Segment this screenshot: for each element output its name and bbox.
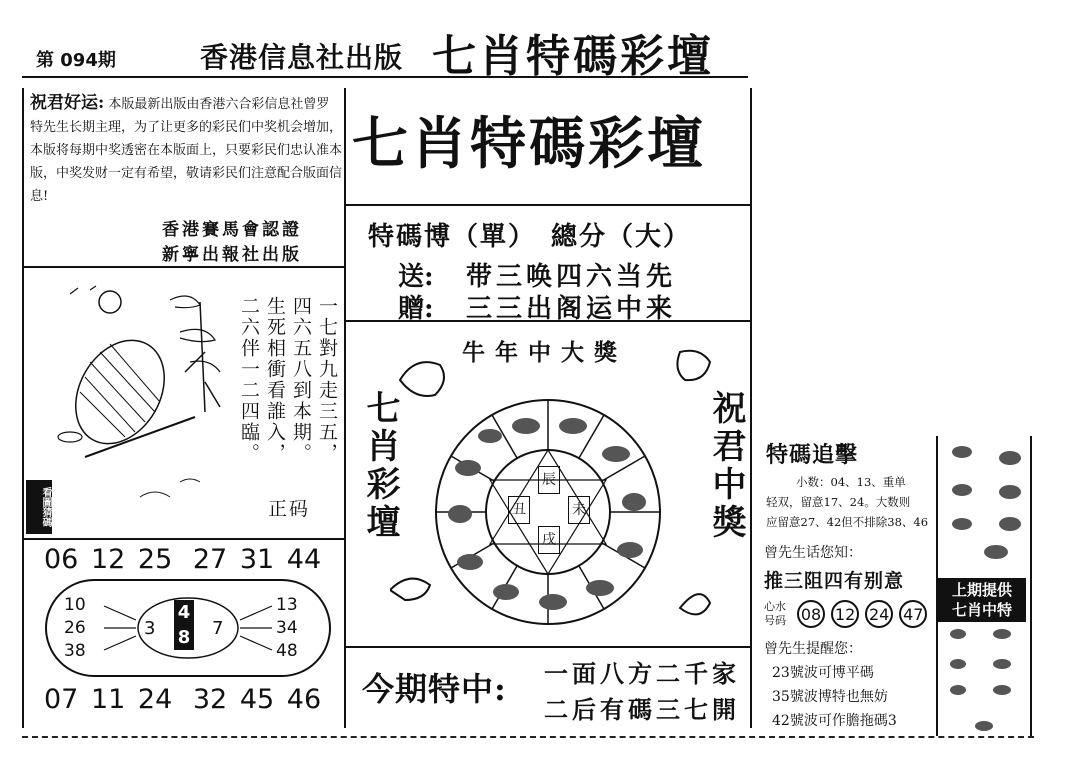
poem-column-4: 二六伴一二四臨。 — [238, 296, 260, 464]
heart-label-line: 心水 — [764, 600, 786, 613]
bottom-main-label: 今期特中: — [362, 670, 507, 708]
number-cell: 31 — [239, 544, 275, 575]
tracker-notice-2: 曾先生提醒您： — [764, 641, 862, 657]
heart-number: 12 — [831, 600, 859, 628]
number-cell: 32 — [192, 684, 228, 715]
main-title: 七肖特碼彩壇 — [352, 111, 706, 177]
wheel-label-chou: 丑 — [508, 496, 530, 524]
oval-number: 34 — [276, 618, 298, 638]
last-issue-animals-bottom — [944, 626, 1034, 736]
oval-box-number: 4 — [177, 602, 191, 623]
number-cell: 25 — [137, 544, 173, 575]
number-cell: 44 — [286, 544, 322, 575]
tracker-line-2: 轻双，留意17、24。大数则 — [766, 495, 911, 509]
number-cell: 45 — [239, 684, 275, 715]
wheel-label-chen: 辰 — [538, 466, 560, 494]
number-cell: 11 — [90, 684, 126, 715]
tracker-line-3: 应留意27、42但不排除38、46 — [766, 515, 929, 529]
oval-box-number: 8 — [177, 627, 191, 648]
zodiac-animal-sketches — [390, 340, 720, 640]
numbers-row-bottom — [44, 684, 321, 715]
greeting-block — [30, 92, 342, 208]
oval-center-box — [174, 600, 194, 650]
center-left-border — [344, 88, 346, 728]
puzzle-illustration — [40, 272, 240, 512]
heart-label-line: 号码 — [764, 614, 786, 627]
heart-number: 24 — [865, 600, 893, 628]
header-divider — [22, 76, 748, 78]
cert-line-2: 新寧出報社出版 — [162, 245, 302, 265]
last-issue-animals-top — [944, 440, 1044, 570]
oval-number: 13 — [276, 595, 298, 615]
oval-right-numbers — [276, 594, 298, 663]
number-cell: 12 — [90, 544, 126, 575]
tracker-title: 特碼追擊 — [766, 442, 859, 468]
number-cell: 46 — [286, 684, 322, 715]
poem-column-3: 生死相衝看誰入， — [264, 296, 286, 464]
wheel-label-wei: 未 — [568, 496, 590, 524]
last-issue-banner — [938, 578, 1026, 622]
wheel-divider — [344, 646, 750, 648]
poem-column-2: 四六五八到本期。 — [290, 296, 312, 464]
oval-number: 26 — [64, 618, 86, 638]
gift-text: 三三出阁运中来 — [466, 294, 677, 324]
send-text: 带三唤四六当先 — [466, 262, 677, 292]
left-border — [22, 88, 24, 728]
cert-line-1: 香港賽馬會認證 — [162, 220, 302, 240]
tracker-phrase: 推三阻四有别意 — [764, 570, 905, 592]
heart-number: 08 — [797, 600, 825, 628]
last-issue-title-2: 七肖中特 — [951, 601, 1012, 619]
wheel-left-vertical: 七肖彩壇 — [360, 390, 400, 542]
greeting-body: 本版最新出版由香港六合彩信息社曾罗特先生长期主理，为了让更多的彩民们中奖机会增加，本版将每期中奖透密在本版面上，只要彩民们忠认准本版，中奖发财一定有希望，敬请彩民们注意配合版面信息! — [30, 97, 343, 204]
title-divider — [344, 204, 750, 206]
wheel-banner: 牛年中大獎 — [462, 339, 627, 366]
heart-label — [764, 600, 786, 628]
poem-column-1: 一七對九走三五， — [316, 296, 338, 464]
special-divider — [344, 320, 750, 322]
oval-center-right: 7 — [212, 618, 224, 639]
wheel-label-xu: 戌 — [538, 526, 560, 554]
numbers-row-top — [44, 544, 321, 575]
heart-number: 47 — [899, 600, 927, 628]
greeting-divider — [22, 266, 344, 268]
special-line: 特碼博（單） 總分（大） — [368, 222, 692, 252]
oval-center-left: 3 — [144, 618, 156, 639]
tracker-line-1: 小数：04、13、重单 — [796, 475, 906, 489]
tracker-tip-2: 35號波博特也無妨 — [772, 689, 888, 705]
poem-divider — [22, 538, 344, 540]
tracker-notice-1: 曾先生话您知： — [764, 545, 862, 561]
last-issue-title-1: 上期提供 — [951, 581, 1012, 599]
last-issue-right-border — [1030, 436, 1032, 736]
send-label: 送: — [398, 262, 434, 292]
wheel-right-vertical: 祝君中獎 — [706, 390, 746, 542]
header-title: 七肖特碼彩壇 — [432, 31, 714, 82]
heart-numbers — [796, 600, 927, 628]
publisher-name: 香港信息社出版 — [200, 41, 404, 74]
oval-left-numbers — [64, 594, 86, 663]
oval-number: 38 — [64, 641, 86, 661]
greeting-title: 祝君好运: — [30, 93, 105, 113]
tracker-tip-3: 42號波可作膽拖碼3 — [772, 713, 897, 729]
bottom-main-line1: 一面八方二千家 — [544, 659, 740, 688]
oval-number: 48 — [276, 641, 298, 661]
number-cell: 06 — [44, 544, 79, 575]
number-cell: 07 — [44, 684, 79, 715]
number-cell: 24 — [137, 684, 173, 715]
poem-tail: 正码 — [268, 498, 311, 520]
center-right-border — [750, 88, 752, 728]
issue-number: 第 094期 — [36, 50, 116, 71]
bottom-border — [22, 736, 1034, 738]
tracker-tip-1: 23號波可博平碼 — [772, 665, 874, 681]
oval-number: 10 — [64, 595, 86, 615]
side-tag: 看圖猜碼 — [26, 480, 52, 534]
number-cell: 27 — [192, 544, 228, 575]
bottom-main-line2: 二后有碼三七開 — [544, 695, 740, 724]
gift-label: 贈: — [398, 294, 434, 324]
